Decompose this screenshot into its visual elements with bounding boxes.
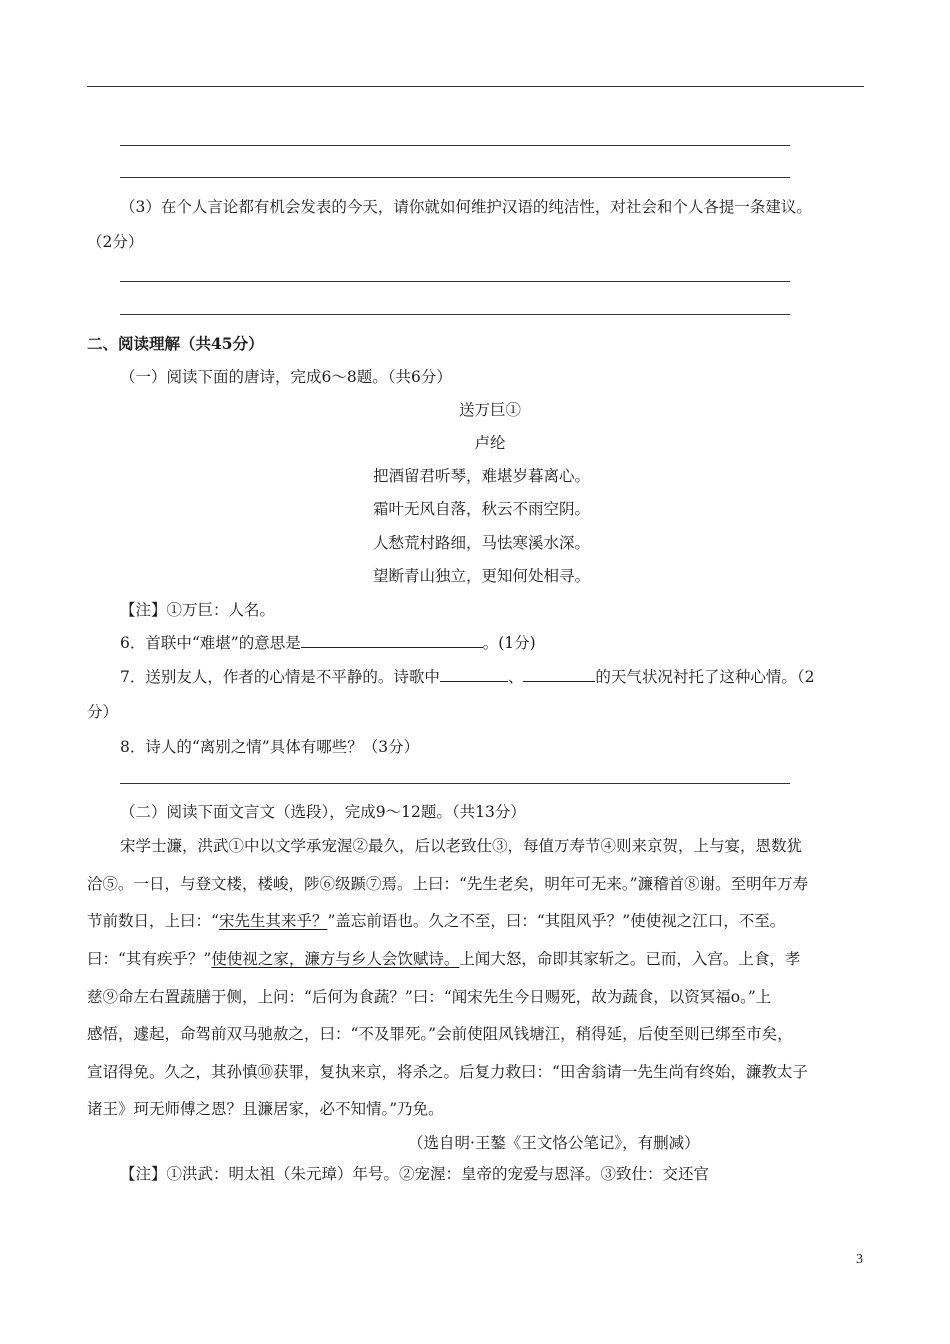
passage-line: [87, 947, 800, 969]
passage-line: 感悟，遽起，命驾前双马驰赦之，曰：“不及罪死。”会前使阻风钱塘江，稍得延，后使至则已绑至市矣，: [87, 1025, 793, 1043]
passage-line: 慈⑨命左右置蔬膳于侧，上问：“后何为食蔬？”曰：“闻宋先生今日赐死，故为蔬食，以资冥福o。”上: [87, 988, 772, 1006]
passage-line: 洽⑤。一日，与登文楼，楼峻，陟⑥级踬⑦焉。上曰：“先生老矣，明年可无来。”濂稽首⑧谢。至明年万寿: [87, 875, 809, 893]
poem-line: 把酒留君听琴，难堪岁暮离心。: [373, 467, 591, 485]
q6-tail: 。(1分): [482, 634, 536, 652]
passage-line: 宋学士濂，洪武①中以文学承宠渥②最久，后以老致仕③，每值万寿节④则来京贺，上与宴，恩数犹: [120, 837, 803, 855]
answer-line[interactable]: [120, 177, 790, 178]
answer-line[interactable]: [120, 281, 790, 282]
poem-author: 卢纶: [474, 434, 506, 452]
q7-tail: 的天气状况衬托了这种心情。（2: [595, 668, 815, 686]
passage-source: （选自明·王鏊《王文恪公笔记》，有删减）: [408, 1134, 700, 1152]
q3-score: （2分）: [87, 233, 144, 251]
q7-wrap: 分）: [87, 703, 119, 721]
passage-text: 节前数日，上曰：“: [87, 912, 219, 930]
poem-line: 人愁荒村路细，马怯寒溪水深。: [373, 534, 591, 552]
q7-sep: 、: [507, 668, 524, 686]
passage-note: 【注】①洪武：明太祖（朱元璋）年号。②宠渥：皇帝的宠爱与恩泽。③致仕：交还官: [120, 1165, 710, 1183]
q7-blank-2[interactable]: [523, 665, 595, 682]
answer-line[interactable]: [120, 145, 790, 146]
answer-line[interactable]: [120, 314, 790, 315]
q6-blank[interactable]: [301, 631, 483, 648]
question-8: 8．诗人的“离别之情”具体有哪些？（3分）: [120, 738, 420, 756]
passage-line: 诸王》珂无师傅之恩？且濂居家，必不知情。”乃免。: [87, 1100, 444, 1118]
passage-line: [87, 909, 785, 931]
q7-text: 7．送别友人，作者的心情是不平静的。诗歌中: [120, 668, 440, 686]
q7-blank-1[interactable]: [440, 665, 508, 682]
part1-instruction: （一）阅读下面的唐诗，完成6～8题。（共6分）: [120, 368, 452, 386]
q6-text: 6．首联中“难堪”的意思是: [120, 634, 301, 652]
passage-line: 宣诏得免。久之，其孙慎⑩获罪，复执来京，将杀之。后复力救曰：“田舍翁请一先生尚有终始，濂教太子: [87, 1063, 808, 1081]
underlined-sentence: 使使视之家，濂方与乡人会饮赋诗。: [211, 950, 460, 968]
section-heading: 二、阅读理解（共45分）: [87, 334, 264, 353]
poem-line: 霜叶无风自落，秋云不雨空阴。: [373, 500, 591, 518]
passage-text: ”盖忘前语也。久之不至，曰：“其阻风乎？”使使视之江口，不至。: [327, 912, 786, 930]
poem-note: 【注】①万巨：人名。: [120, 601, 276, 619]
poem-line: 望断青山独立，更知何处相寻。: [373, 567, 591, 585]
part2-instruction: （二）阅读下面文言文（选段），完成9～12题。（共13分）: [120, 803, 526, 821]
page-number: 3: [856, 1252, 863, 1267]
passage-text: 上闻大怒，命即其家斩之。已而，入宫。上食，孝: [459, 950, 801, 968]
question-7: [120, 665, 815, 687]
q3-prompt: （3）在个人言论都有机会发表的今天，请你就如何维护汉语的纯洁性，对社会和个人各提一条建议。: [120, 198, 812, 216]
answer-line[interactable]: [120, 783, 790, 784]
passage-text: 曰：“其有疾乎？”: [87, 950, 212, 968]
question-6: [120, 631, 536, 653]
underlined-sentence: 宋先生其来乎？: [218, 912, 328, 930]
poem-title: 送万巨①: [458, 401, 521, 419]
header-rule: [87, 86, 864, 87]
